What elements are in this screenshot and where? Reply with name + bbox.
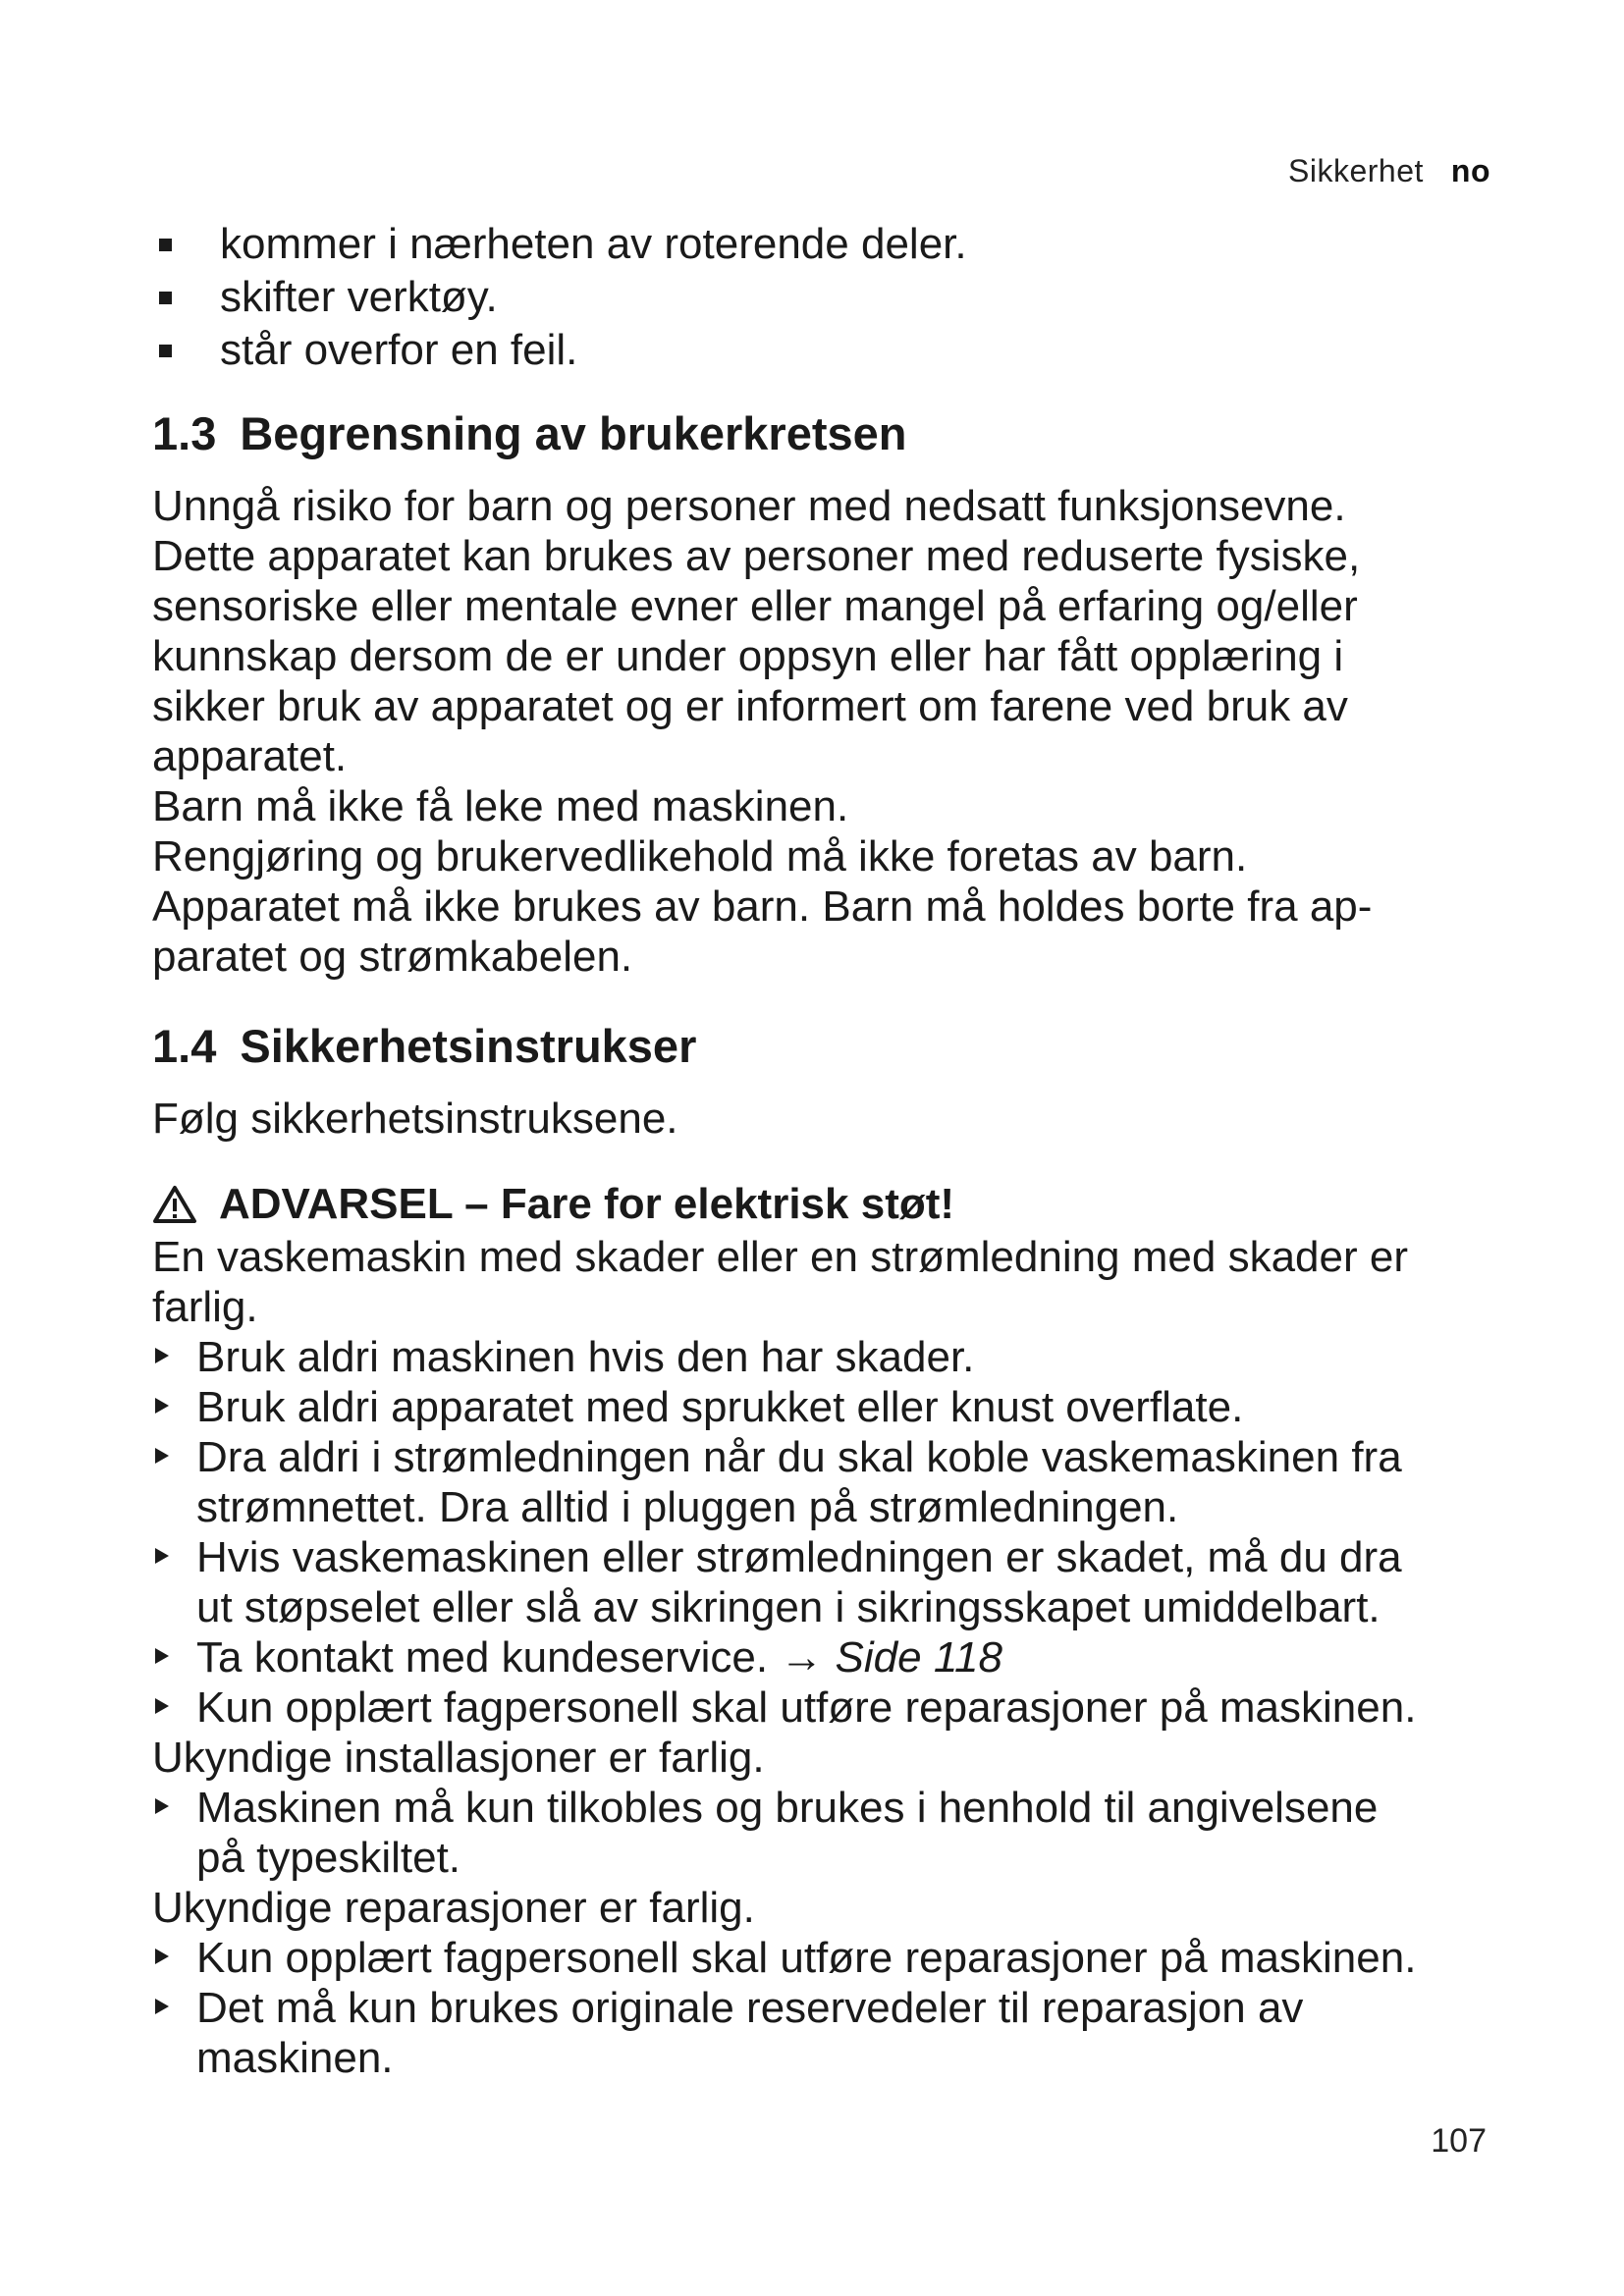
instruction-step: Dra aldri i strømledningen når du skal koble vaskemaskinen fra strømnettet. Dra alltid i pluggen på strømledningen. [152, 1432, 1492, 1532]
body-line: apparatet. [152, 732, 348, 780]
arrow-bullet-icon [155, 1698, 169, 1714]
warning-heading: ADVARSEL – Fare for elektrisk støt! [152, 1177, 1492, 1232]
square-bullet-icon [159, 292, 172, 304]
body-line: Rengjøring og brukervedlikehold må ikke foretas av barn. [152, 832, 1248, 881]
instruction-step: Det må kun brukes originale reservedeler til reparasjon av maskinen. [152, 1983, 1492, 2083]
list-item: står overfor en feil. [152, 324, 1492, 377]
body-line: sikker bruk av apparatet og er informert om farene ved bruk av [152, 682, 1348, 730]
list-item: skifter verktøy. [152, 271, 1492, 324]
square-bullet-icon [159, 239, 172, 251]
arrow-bullet-icon [155, 1798, 169, 1814]
instruction-step: Bruk aldri apparatet med sprukket eller knust overflate. [152, 1382, 1492, 1432]
instruction-step: Kun opplært fagpersonell skal utføre reparasjoner på maskinen. [152, 1933, 1492, 1983]
instruction-step: Kun opplært fagpersonell skal utføre reparasjoner på maskinen. [152, 1682, 1492, 1733]
body-line: Barn må ikke få leke med maskinen. [152, 782, 849, 830]
arrow-bullet-icon [155, 1999, 169, 2014]
body-line: kunnskap dersom de er under oppsyn eller har fått opplæring i [152, 632, 1344, 680]
intro-bullet-list [152, 218, 1492, 377]
instruction-step: Bruk aldri maskinen hvis den har skader. [152, 1332, 1492, 1382]
repair-note: Ukyndige reparasjoner er farlig. [152, 1884, 755, 1932]
body-line: Dette apparatet kan brukes av personer med reduserte fysiske, [152, 532, 1361, 580]
section-1-3-body [152, 481, 1492, 982]
instruction-step: Maskinen må kun tilkobles og brukes i henhold til angivelsene på typeskiltet. [152, 1783, 1492, 1883]
instruction-step: Hvis vaskemaskinen eller strømledningen er skadet, må du dra ut støpselet eller slå av sikringen i sikringsskapet umiddelbart. [152, 1532, 1492, 1632]
body-line: Unngå risiko for barn og personer med nedsatt funksjonsevne. [152, 482, 1346, 530]
running-header [1288, 153, 1490, 189]
content [152, 218, 1492, 2083]
arrow-bullet-icon [155, 1348, 169, 1363]
right-arrow-icon: → [780, 1633, 824, 1682]
section-1-4-intro: Følg sikkerhetsinstruksene. [152, 1095, 678, 1143]
section-heading-1-3: 1.3 Begrensning av brukerkretsen [152, 407, 907, 459]
installation-note: Ukyndige installasjoner er farlig. [152, 1734, 765, 1782]
arrow-bullet-icon [155, 1548, 169, 1564]
square-bullet-icon [159, 345, 172, 357]
arrow-bullet-icon [155, 1949, 169, 1964]
page-number: 107 [1431, 2122, 1487, 2160]
arrow-bullet-icon [155, 1448, 169, 1464]
list-item: kommer i nærheten av roterende deler. [152, 218, 1492, 271]
section-heading-1-4: 1.4 Sikkerhetsinstrukser [152, 1020, 697, 1072]
header-language: no [1450, 153, 1490, 188]
cross-reference-link[interactable]: Side 118 [835, 1633, 1002, 1682]
warning-text-line: farlig. [152, 1283, 258, 1331]
instruction-step-service: Ta kontakt med kundeservice. → Side 118 [152, 1632, 1492, 1682]
warning-triangle-icon [152, 1185, 197, 1224]
body-line: Apparatet må ikke brukes av barn. Barn må holdes borte fra ap- [152, 882, 1373, 931]
arrow-bullet-icon [155, 1398, 169, 1414]
warning-text-line: En vaskemaskin med skader eller en strømledning med skader er [152, 1233, 1408, 1281]
header-section: Sikkerhet [1288, 153, 1424, 188]
arrow-bullet-icon [155, 1648, 169, 1664]
body-line: sensoriske eller mentale evner eller mangel på erfaring og/eller [152, 582, 1358, 630]
body-line: paratet og strømkabelen. [152, 933, 633, 981]
